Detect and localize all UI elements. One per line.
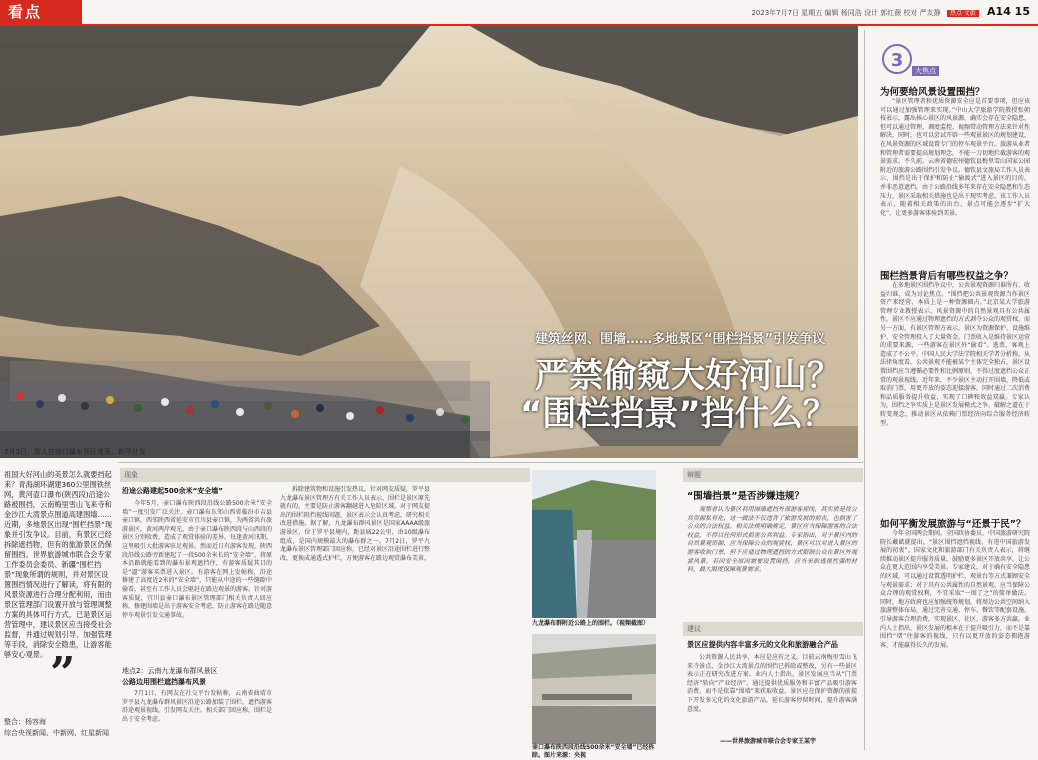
question-heading-1: 为何要给风景设置围挡？ bbox=[880, 87, 985, 98]
section-bar-debate: 辩题 bbox=[683, 468, 863, 482]
hero-photo bbox=[0, 26, 858, 458]
subhead-location-2: 地点2：云南九龙瀑布群风景区 bbox=[122, 667, 218, 675]
photo-wall-removed bbox=[532, 634, 656, 744]
section-label: 大焦点 bbox=[912, 66, 939, 76]
quote-mark: ” bbox=[50, 648, 76, 699]
question-body-1: “景区管理者和优质资源安全应是首要事项，但应该可以通过加强管理来实现。”中山大学旅游学院教授张朝枝表示，露出核心景区的风景源，确实会存在安全隐患，但可以通过管理、调度监控、视频带动管理方法来针对性解决，同时，也可以尝试开辟一些观景景区的规划建设，在风景资源的区域设置专门的停车观景平台。旅游从业者和管理者需要提高规划理念，不能一刀切地拦截游客的观景需求。不久前，云南省德宏州德钦县梅里雪山国家公园附近的旅游公路围挡引发争议。德钦县文旅局工作人员表示，围挡是出于保护和防止“偷渡式”进入景区的目的，并非恶意遮挡。由于公路沿线多年来存在安全隐患和生态压力，景区采取相关措施也是出于现实考虑。该工作人员表示，随着相关政策的出台，景点可能会逐步“扩大化”，让更多游客体验到美景。 bbox=[880, 98, 1031, 217]
credits bbox=[4, 717, 109, 739]
credit-editor: 整合：杨容海 bbox=[4, 718, 46, 726]
subhead-2: 公路边用围栏遮挡瀑布风景 bbox=[122, 678, 206, 686]
question-body-3: 今年全国两会期间，全国政协委员、中国旅游研究院院长戴斌就提出，“景区围挡遮挡视线、有违中国旅游发展的初衷”。国家文化和旅游部门有关负责人表示，将继续推动景区提升服务质量，鼓励更多景区开放共享，让公众在更大范围内享受美景。专家建议，对于确有安全隐患的区域，可以通过设置透明护栏、观景台等方式兼顾安全与观景需求；对于具有公共属性的自然景观，应当保障公众合理的观赏权利，不宜采取“一围了之”的简单做法。同时，地方政府也应加强统筹规划，将周边公共空间纳入旅游整体布局，通过完善交通、停车、餐饮等配套设施，引导游客合理消费，实现景区、社区、游客多方共赢。业内人士指出，景区发展的根本在于提升吸引力，而不是靠围挡“堵”住游客的视线，只有以更开放的姿态拥抱游客，才能赢得长久的发展。 bbox=[880, 530, 1031, 649]
body-col2b: 7月1日，有网友在社交平台发帖称，云南省曲靖市罗平县九龙瀑布群风景区沿途公路加装了围栏，遮挡游客沿途观景视线，引发网友关注。相关部门回应称，围栏是出于安全考虑。 bbox=[122, 690, 273, 723]
suggestion-body: 公共资源人民共享，本应是应有之义。目前云南梅里雪山飞来寺景点、金沙江大湾景点的围挡已拆除或整改，另有一些景区表示正在研究改进方案。业内人士指出，景区发展应当从“门票经济”转向“产业经济”，通过提供优质服务和丰富产品吸引游客消费，而不是依靠“围墙”来获取收益。景区应在保护资源的前提下开发多元化的文化旅游产品，延长游客停留时间，提升游客满意度。 bbox=[687, 654, 857, 713]
credit-sources: 综合央视新闻、中新网、红星新闻 bbox=[4, 729, 109, 737]
section-bar-suggestion: 建议 bbox=[683, 622, 863, 636]
header-meta bbox=[751, 5, 1030, 18]
body-col3: 拆除建筑物和设施引发热议。针对网友质疑，罗平县九龙瀑布景区管理方有关工作人员表示，围栏是景区原先就有的，主要是防止游客翻越进入危险区域。对于网友提出的围栏阻挡视线问题，景区表示会认真考虑，研究相关改进措施。据了解，九龙瀑布群风景区是国家AAAA级旅游景区，位于罗平县境内，距县城22公里，由10级瀑布组成，是国内规模最大的瀑布群之一。7月2日，罗平九龙瀑布景区管理部门回应称，已经对景区沿途围栏进行整改，更换成通透式护栏，方便游客在路边观赏瀑布美景。 bbox=[280, 486, 431, 562]
hero-kicker: 建筑丝网、围墙……多地景区“围栏挡景”引发争议 bbox=[535, 332, 826, 347]
body-col2: 今年5月，壶口瀑布陕西段沿线公路500余米“安全墙”一度引发广泛关注。壶口瀑布东邻山西省临汾市吉县壶口镇，西邻陕西省延安市宜川县壶口镇，为两省共有旅游景区，黄河两岸观光，由于壶口瀑布陕西段与山西段的景区分别收费，造成了观赏体验的差异。每逢黄河汛期，这里吸引大批游客驻足观景。然而近日有游客发现，陕西段沿线公路旁新建起了一段500余米长的“安全墙”，将原本沿路就能看到的瀑布景观遮挡住，有游客质疑其目的是“逼”游客买票进入景区。有游客在网上发帖称，沿途修建了高度近2米的“安全墙”，只能从中途的一些缝隙中偷看，甚至有工作人员会驱赶在路边观景的游客。针对游客质疑，宜川县壶口瀑布景区管理部门相关负责人回应称，修建围墙是出于游客安全考虑，防止游客在路边随意停车观景引发交通事故。 bbox=[122, 500, 273, 619]
question-heading-3: 如何平衡发展旅游与“还景于民”？ bbox=[880, 519, 1026, 530]
debate-body: 观察者认为景区利用围墙遮挡外部游客视线，其实质是将公共资源私有化，这一做法不仅违背了旅游发展的初衷，也损害了公众的合法权益。相关法规明确规定，景区应当保障游客的合法权益，不得以任何形式损害公共利益。专家指出，对于景区内的自然景观资源，应当保障公众的观赏权，景区可以对进入景区的游客收取门票，但不应通过物理遮挡的方式限制公众在景区外观赏风景。若因安全原因需要设置围挡，应当采取透视性强的材料，最大限度保障观景需求。 bbox=[687, 506, 857, 574]
hero-caption: 7月3日，游人在壶口瀑布景区观景。新华社发 bbox=[4, 448, 146, 456]
date-line: 2023年7月7日 星期五 编辑 杨同浩 设计 郭红薇 校对 严友静 bbox=[751, 9, 941, 17]
suggestion-signature: ——世界旅游城市联合会专家王某宇 bbox=[720, 738, 817, 745]
lower-section-rule bbox=[118, 462, 863, 463]
section-tag: 看点 bbox=[0, 0, 82, 24]
question-body-2: 在多地景区围挡争议中，公共景观资源归谁所有、收益归谁，成为讨论焦点。“围挡把公共景观资源当作景区资产来经营，本质上是一种资源圈占。”北京某大学旅游管理专业教授表示，风景资源中的自然景观具有公共属性，景区不应通过物理遮挡的方式剥夺公众的观赏权。而另一方面，有景区管理方表示，景区为资源保护、设施维护、安全管理投入了大量资金，门票收入是维持景区运营的重要来源，一些游客在景区外“偷看”、逃票，客观上造成了不公平。中国人民大学法学院相关学者分析称，从法律角度看，公共景观不能被某个主体完全独占，景区设置围挡应当遵循必要性和比例原则，不得过度遮挡公众正常的观景视线。近年来，不少景区主动打开围墙，降低或取消门票，用更开放的姿态迎接游客，同时通过二次消费和品质服务提升收益，实现了口碑和效益双赢。专家认为，围挡之争实质上是景区发展模式之争，破解之道在于转变观念，推动景区从依赖门票经济向综合服务经济转型。 bbox=[880, 282, 1031, 427]
column-divider bbox=[864, 30, 865, 750]
photo1-caption: 九龙瀑布群附近公路上的围栏。（视频截图） bbox=[532, 620, 650, 627]
debate-title: “围墙挡景”是否涉嫌违规？ bbox=[687, 491, 804, 502]
section-number-badge: 3 bbox=[882, 44, 912, 74]
photo2-caption: 壶口瀑布陕西段沿线500余米“安全墙”已经拆除。图片来源：央视 bbox=[532, 744, 655, 759]
page-number: A14 15 bbox=[987, 5, 1030, 18]
subhead-1: 沿途公路建起500余米“安全墙” bbox=[122, 487, 223, 495]
question-heading-2: 围栏挡景背后有哪些权益之争？ bbox=[880, 271, 1014, 282]
photo-fence-road bbox=[532, 470, 656, 618]
section-bar-phenomenon: 现象 bbox=[120, 468, 530, 482]
suggestion-title: 景区应提供内容丰富多元的文化和旅游融合产品 bbox=[687, 640, 838, 649]
section-badge: 热点·文旅 bbox=[947, 10, 979, 17]
headline-line-2: “围栏挡景”挡什么？ bbox=[520, 394, 837, 434]
lede-paragraph: 祖国大好河山的美景怎么就要挡起来？青海湖环湖建360公里围铁丝网，黄河壶口瀑布(陕西段)沿途公路被围挡，云南梅里雪山飞来寺和金沙江大湾景点围道高建围墙……近期，多地景区出现“围栏挡景”现象并引发争议。目前，有景区已经拆除遮挡物，但有的旅游景区仍保留围挡。世界旅游城市联合会专家工作委员会委员、新疆“围栏挡景”现象所谓的规则，并对景区设置围挡情况进行了解读，将有限的风景资源进行合理分配利用，而由景区管理部门设置开放与管理调整方案的具体可行方式，已是景区运营管理中，建议景区应当接受社会监督，并通过规划引导、加强管理等手段，消除安全隐患，让游客能够安心观景。 bbox=[4, 470, 113, 659]
headline-line-1: 严禁偷窥大好河山？ bbox=[535, 356, 841, 396]
